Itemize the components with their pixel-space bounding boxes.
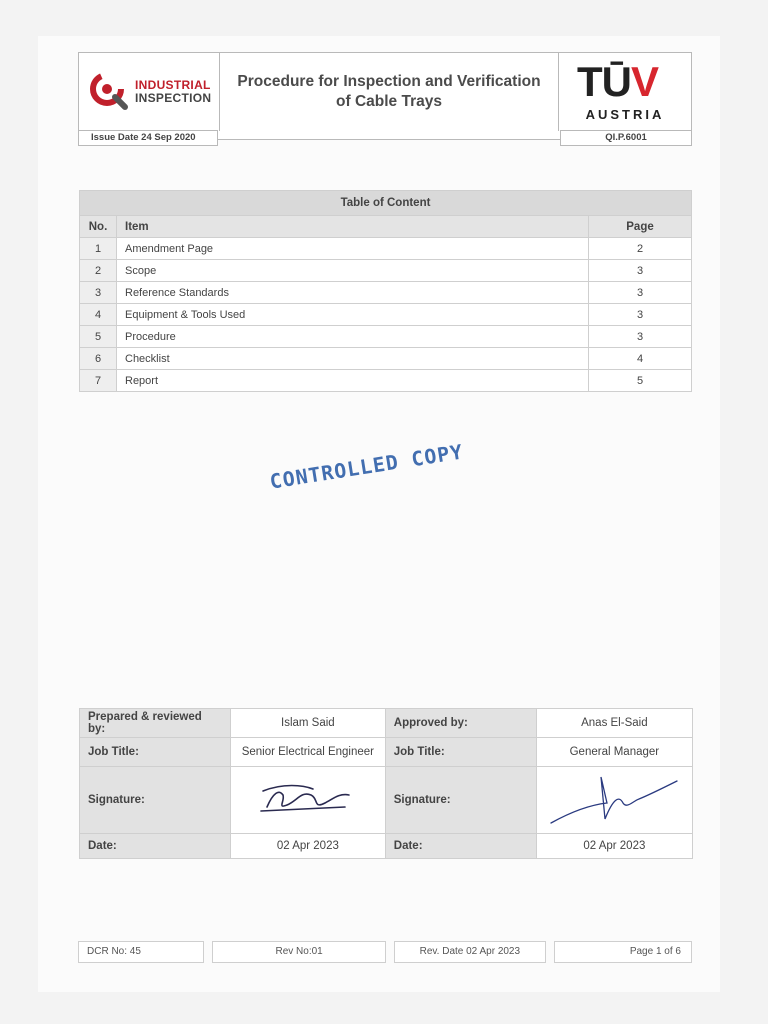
table-of-content	[79, 190, 692, 392]
document-code: QI.P.6001	[560, 130, 692, 146]
toc-page: 3	[589, 282, 692, 304]
toc-page: 4	[589, 348, 692, 370]
table-row	[80, 282, 692, 304]
toc-item: Report	[117, 370, 589, 392]
toc-page: 3	[589, 260, 692, 282]
controlled-copy-stamp: CONTROLLED COPY	[268, 439, 465, 494]
table-row	[80, 348, 692, 370]
toc-item: Amendment Page	[117, 238, 589, 260]
tuv-logo-text: TŪV	[577, 58, 659, 105]
approved-signature	[536, 767, 692, 834]
toc-item: Checklist	[117, 348, 589, 370]
company-name-line1: INDUSTRIAL	[135, 78, 211, 92]
company-logo-cell	[79, 53, 220, 131]
document-header	[78, 52, 692, 140]
table-row	[80, 238, 692, 260]
prepared-job-title: Senior Electrical Engineer	[230, 738, 385, 767]
toc-page: 5	[589, 370, 692, 392]
table-row	[80, 370, 692, 392]
toc-page: 3	[589, 304, 692, 326]
toc-item: Procedure	[117, 326, 589, 348]
approval-table	[79, 708, 693, 859]
toc-no: 7	[80, 370, 117, 392]
handwritten-signature-icon	[253, 779, 363, 819]
signature-label: Signature:	[80, 767, 231, 834]
toc-header-no: No.	[80, 216, 117, 238]
toc-item: Reference Standards	[117, 282, 589, 304]
toc-no: 5	[80, 326, 117, 348]
tuv-logo-subtitle: AUSTRIA	[585, 107, 665, 122]
approved-date: 02 Apr 2023	[536, 834, 692, 859]
company-name-line2: INSPECTION	[135, 91, 212, 105]
job-title-label: Job Title:	[385, 738, 536, 767]
toc-caption: Table of Content	[80, 191, 692, 216]
revision-date: Rev. Date 02 Apr 2023	[394, 941, 546, 963]
toc-no: 2	[80, 260, 117, 282]
table-row	[80, 326, 692, 348]
signature-label: Signature:	[385, 767, 536, 834]
toc-page: 2	[589, 238, 692, 260]
toc-no: 6	[80, 348, 117, 370]
handwritten-signature-icon	[549, 769, 679, 829]
table-row	[80, 304, 692, 326]
table-row	[80, 260, 692, 282]
dcr-number: DCR No: 45	[78, 941, 204, 963]
prepared-by-name: Islam Said	[230, 709, 385, 738]
document-title-line2: of Cable Trays	[336, 93, 442, 110]
approved-by-name: Anas El-Said	[536, 709, 692, 738]
certification-logo-cell	[558, 53, 691, 131]
date-label: Date:	[385, 834, 536, 859]
job-title-label: Job Title:	[80, 738, 231, 767]
document-title-line1: Procedure for Inspection and Verification	[237, 73, 541, 90]
approved-by-label: Approved by:	[385, 709, 536, 738]
issue-date: Issue Date 24 Sep 2020	[78, 130, 218, 146]
prepared-by-label: Prepared & reviewed by:	[80, 709, 231, 738]
toc-no: 3	[80, 282, 117, 304]
toc-page: 3	[589, 326, 692, 348]
approved-job-title: General Manager	[536, 738, 692, 767]
company-name	[135, 79, 211, 105]
document-title	[219, 53, 559, 131]
prepared-signature	[230, 767, 385, 834]
toc-header-item: Item	[117, 216, 589, 238]
prepared-date: 02 Apr 2023	[230, 834, 385, 859]
revision-number: Rev No:01	[212, 941, 386, 963]
toc-item: Equipment & Tools Used	[117, 304, 589, 326]
toc-header-page: Page	[589, 216, 692, 238]
toc-item: Scope	[117, 260, 589, 282]
document-footer	[78, 941, 692, 963]
toc-no: 4	[80, 304, 117, 326]
page-number: Page 1 of 6	[554, 941, 692, 963]
date-label: Date:	[80, 834, 231, 859]
toc-no: 1	[80, 238, 117, 260]
